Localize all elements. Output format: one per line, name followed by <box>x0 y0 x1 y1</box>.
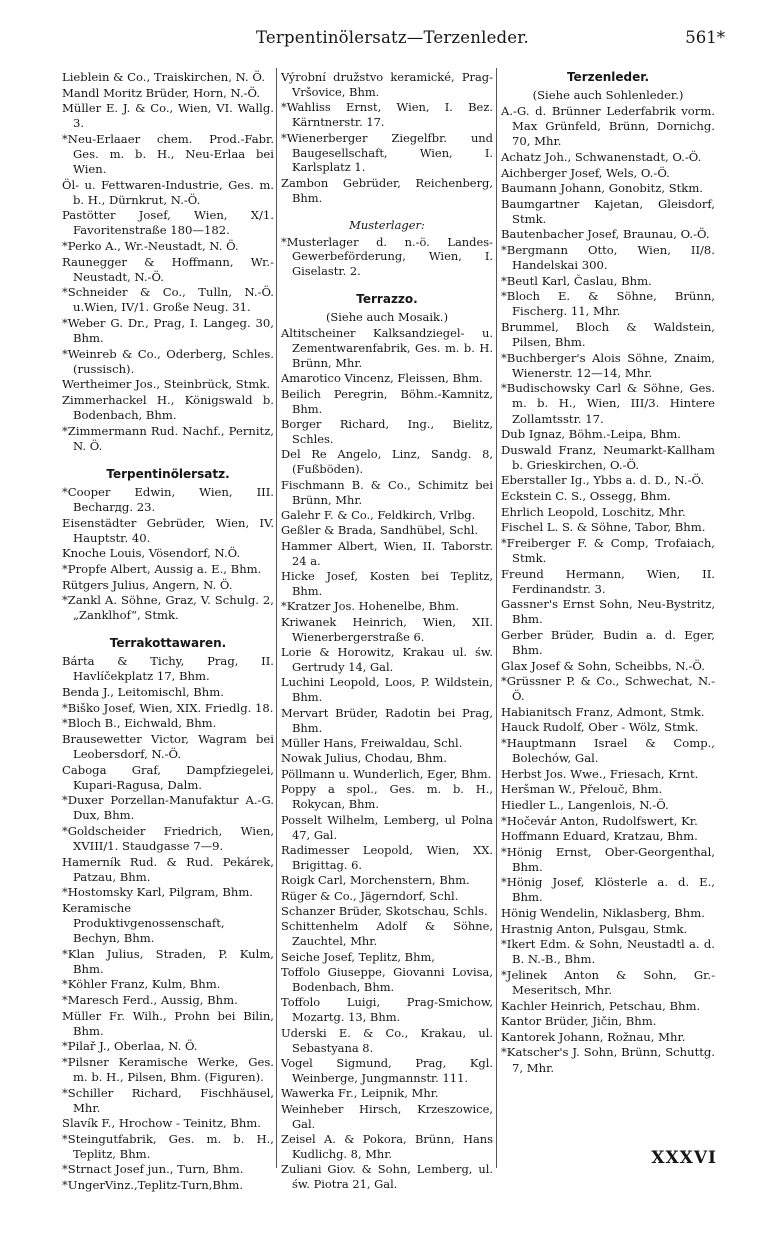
directory-entry: Wertheimer Jos., Steinbrück, Stmk. <box>62 377 271 392</box>
directory-entry: Rüger & Co., Jägerndorf, Schl. <box>281 888 459 903</box>
directory-entry: Brummel, Bloch & Waldstein, Pilsen, Bhm. <box>501 320 715 350</box>
column-divider <box>276 68 277 1168</box>
directory-entry: Bautenbacher Josef, Braunau, O.-Ö. <box>501 227 710 242</box>
directory-entry: *Schiller Richard, Fischhäusel, Mhr. <box>62 1085 274 1115</box>
directory-entry: *Ikert Edm. & Sohn, Neustadtl a. d. B. N.-B., Bhm. <box>501 937 715 967</box>
section-heading: Terzenleder. <box>566 70 650 84</box>
directory-entry: Del Re Angelo, Linz, Sandg. 8, (Fußböden). <box>281 447 493 477</box>
directory-entry: *Propfe Albert, Aussig a. E., Bhm. <box>62 561 262 576</box>
directory-entry: Rütgers Julius, Angern, N. Ö. <box>62 577 233 592</box>
directory-entry: Mandl Moritz Brüder, Horn, N.-Ö. <box>62 85 261 100</box>
directory-entry: Brausewetter Victor, Wagram bei Leobersdorf, N.-Ö. <box>62 731 274 761</box>
directory-entry: Eisenstädter Gebrüder, Wien, IV. Hauptstr. 40. <box>62 515 274 545</box>
directory-entry: Hiedler L., Langenlois, N.-Ö. <box>501 797 669 812</box>
directory-entry: Kachler Heinrich, Petschau, Bhm. <box>501 998 701 1013</box>
directory-entry: *Pilař J., Oberlaa, N. Ö. <box>62 1039 198 1054</box>
directory-entry: Fischmann B. & Co., Schimitz bei Brünn, Mhr. <box>281 477 493 507</box>
directory-entry: Hicke Josef, Kosten bei Teplitz, Bhm. <box>281 569 493 598</box>
directory-entry: Eckstein C. S., Ossegg, Bhm. <box>501 489 671 504</box>
directory-entry: Zeisel A. & Pokora, Brünn, Hans Kudlichg. 8, Mhr. <box>281 1132 493 1162</box>
directory-entry: Wawerka Fr., Leipnik, Mhr. <box>281 1086 439 1101</box>
directory-entry: Gassner's Ernst Sohn, Neu-Bystritz, Bhm. <box>501 597 715 627</box>
directory-entry: Baumann Johann, Gonobitz, Stkm. <box>501 181 703 196</box>
directory-entry: *Kratzer Jos. Hohenelbe, Bhm. <box>281 599 460 614</box>
directory-entry: Beilich Peregrin, Böhm.-Kamnitz, Bhm. <box>281 386 493 416</box>
directory-entry: Hrastnig Anton, Pulsgau, Stmk. <box>501 921 688 936</box>
directory-entry: Luchini Leopold, Loos, P. Wildstein, Bhm. <box>281 675 493 705</box>
section-heading: Terrazzo. <box>356 292 418 307</box>
directory-entry: Fischel L. S. & Söhne, Tabor, Bhm. <box>501 520 706 535</box>
directory-entry: Keramische Produktivgenossenschaft, Bechyn, Bhm. <box>62 900 225 946</box>
directory-entry: Herbst Jos. Wwe., Friesach, Krnt. <box>501 766 699 781</box>
directory-entry: Lieblein & Co., Traiskirchen, N. Ö. <box>62 70 265 84</box>
page-header <box>60 28 725 52</box>
directory-entry: Pastötter Josef, Wien, X/1. Favoritenstraße 180—182. <box>62 208 274 238</box>
directory-entry: Gerber Brüder, Budin a. d. Eger, Bhm. <box>501 627 715 657</box>
directory-entry: Bárta & Tichy, Prag, II. Havlíčekplatz 17, Bhm. <box>62 654 274 684</box>
directory-entry: Hoffmann Eduard, Kratzau, Bhm. <box>501 829 698 844</box>
directory-entry: Roigk Carl, Morchenstern, Bhm. <box>281 873 470 888</box>
directory-entry: *Pilsner Keramische Werke, Ges. m. b. H., Pilsen, Bhm. (Figuren). <box>62 1054 274 1084</box>
column-left <box>62 70 274 1194</box>
directory-entry: Vogel Sigmund, Prag, Kgl. Weinberge, Jungmannstr. 111. <box>281 1056 493 1085</box>
directory-entry: Posselt Wilhelm, Lemberg, ul Polna 47, Gal. <box>281 812 493 842</box>
directory-entry: *Biško Josef, Wien, XIX. Friedlg. 18. <box>62 700 274 715</box>
directory-entry: *Musterlager d. n.-ö. Landes-Gewerbeförderung, Wien, I. Giselastr. 2. <box>281 234 493 279</box>
see-also-note: (Siehe auch Sohlenleder.) <box>532 88 684 103</box>
directory-entry: Weinheber Hirsch, Krzeszowice, Gal. <box>281 1101 493 1131</box>
directory-entry: A.-G. d. Brünner Lederfabrik vorm. Max Grünfeld, Brünn, Dornichg. 70, Mhr. <box>501 104 715 149</box>
directory-entry: Hamerník Rud. & Rud. Pekárek, Patzau, Bhm. <box>62 854 274 884</box>
sheet-signature: XXXVI <box>651 1148 717 1168</box>
running-title: Terpentinölersatz—Terzenleder. <box>255 28 529 47</box>
directory-entry: Heršman W., Přelouč, Bhm. <box>501 782 663 797</box>
directory-entry: Aichberger Josef, Wels, O.-Ö. <box>501 165 670 180</box>
directory-entry: *Katscher's J. Sohn, Brünn, Schuttg. 7, Mhr. <box>501 1045 715 1075</box>
directory-entry: *Zimmermann Rud. Nachf., Pernitz, N. Ö. <box>62 423 274 453</box>
directory-entry: *Beutl Karl, Časlau, Bhm. <box>501 273 652 288</box>
directory-entry: *UngerVinz.,Teplitz-Turn,Bhm. <box>62 1178 244 1193</box>
column-right <box>501 70 715 1076</box>
directory-entry: *Budischowsky Carl & Söhne, Ges. m. b. H., Wien, III/3. Hintere Zollamtsstr. 17. <box>501 381 715 426</box>
directory-entry: *Wienerberger Ziegelfbr. und Baugesellschaft, Wien, I. Karlsplatz 1. <box>281 130 493 175</box>
directory-entry: *Schneider & Co., Tulln, N.-Ö. u.Wien, IV/1. Große Neug. 31. <box>62 285 274 315</box>
directory-entry: Öl- u. Fettwaren-Industrie, Ges. m. b. H., Dürnkrut, N.-Ö. <box>62 177 274 207</box>
directory-entry: *Hönig Ernst, Ober-Georgenthal, Bhm. <box>501 844 715 874</box>
directory-entry: *Steingutfabrik, Ges. m. b. H., Teplitz, Bhm. <box>62 1131 274 1161</box>
directory-entry: Benda J., Leitomischl, Bhm. <box>62 685 224 700</box>
directory-entry: *Bloch E. & Söhne, Brünn, Fischerg. 11, Mhr. <box>501 289 715 319</box>
column-middle <box>281 70 493 1193</box>
directory-entry: Kantor Brüder, Jičin, Bhm. <box>501 1014 657 1029</box>
directory-entry: *Buchberger's Alois Söhne, Znaim, Wienerstr. 12—14, Mhr. <box>501 350 715 380</box>
directory-entry: Pöllmann u. Wunderlich, Eger, Bhm. <box>281 766 492 781</box>
directory-entry: *Strnact Josef jun., Turn, Bhm. <box>62 1162 244 1177</box>
directory-entry: Borger Richard, Ing., Bielitz, Schles. <box>281 417 493 446</box>
directory-entry: Duswald Franz, Neumarkt-Kallham b. Grieskirchen, O.-Ö. <box>501 442 715 472</box>
directory-entry: *Weinreb & Co., Oderberg, Schles. (russisch). <box>62 346 274 376</box>
directory-entry: *Hönig Josef, Klösterle a. d. E., Bhm. <box>501 875 715 905</box>
directory-entry: Müller Fr. Wilh., Prohn bei Bilin, Bhm. <box>62 1008 274 1038</box>
directory-entry: Mervart Brüder, Radotin bei Prag, Bhm. <box>281 705 493 735</box>
directory-entry: *Klan Julius, Straden, P. Kulm, Bhm. <box>62 946 274 976</box>
directory-entry: Kantorek Johann, Rožnau, Mhr. <box>501 1029 686 1044</box>
directory-entry: Toffolo Giuseppe, Giovanni Lovisa, Bodenbach, Bhm. <box>281 965 493 995</box>
directory-entry: Slavík F., Hrochow - Teinitz, Bhm. <box>62 1116 261 1131</box>
directory-entry: Schanzer Brüder, Skotschau, Schls. <box>281 904 488 919</box>
directory-entry: Müller Hans, Freiwaldau, Schl. <box>281 736 463 751</box>
directory-entry: Zimmerhackel H., Königswald b. Bodenbach, Bhm. <box>62 392 274 423</box>
directory-entry: Freund Hermann, Wien, II. Ferdinandstr. 3. <box>501 566 715 596</box>
directory-entry: Galehr F. & Co., Feldkirch, Vrlbg. <box>281 507 476 522</box>
directory-entry: Caboga Graf, Dampfziegelei, Kupari-Ragusa, Dalm. <box>62 762 274 792</box>
directory-entry: Müller E. J. & Co., Wien, VI. Wallg. 3. <box>62 101 274 131</box>
directory-entry: Poppy a spol., Ges. m. b. H., Rokycan, Bhm. <box>281 782 493 812</box>
directory-entry: *Wahliss Ernst, Wien, I. Bez. Kärntnerstr. 17. <box>281 100 493 130</box>
directory-entry: *Cooper Edwin, Wien, III. Becharдg. 23. <box>62 484 274 515</box>
directory-entry: Dub Ignaz, Böhm.-Leipa, Bhm. <box>501 427 681 442</box>
directory-entry: Baumgartner Kajetan, Gleisdorf, Stmk. <box>501 196 715 226</box>
directory-entry: Knoche Louis, Vösendorf, N.Ö. <box>62 546 241 561</box>
directory-entry: Raunegger & Hoffmann, Wr.-Neustadt, N.-Ö. <box>62 254 274 284</box>
directory-entry: *Perko A., Wr.-Neustadt, N. Ö. <box>62 239 239 254</box>
directory-entry: *Weber G. Dr., Prag, I. Langeg. 30, Bhm. <box>62 316 274 346</box>
directory-entry: Ehrlich Leopold, Loschitz, Mhr. <box>501 504 686 519</box>
directory-entry: *Bergmann Otto, Wien, II/8. Handelskai 300. <box>501 243 715 273</box>
directory-entry: *Neu-Erlaaer chem. Prod.-Fabr. Ges. m. b. H., Neu-Erlaa bei Wien. <box>62 131 274 177</box>
directory-entry: *Hočevár Anton, Rudolfswert, Kr. <box>501 813 698 828</box>
directory-entry: *Jelinek Anton & Sohn, Gr.-Meseritsch, Mhr. <box>501 967 715 998</box>
directory-entry: Geßler & Brada, Sandhübel, Schl. <box>281 523 478 538</box>
directory-entry: *Duxer Porzellan-Manufaktur A.-G. Dux, Bhm. <box>62 793 274 823</box>
subsection-label: Musterlager: <box>349 217 425 232</box>
directory-entry: Altitscheiner Kalksandziegel- u. Zementwarenfabrik, Ges. m. b. H. Brünn, Mhr. <box>281 326 493 370</box>
directory-entry: Uderski E. & Co., Krakau, ul. Sebastyana 8. <box>281 1025 493 1055</box>
directory-entry: Výrobní družstvo keramické, Prag-Vršovice, Bhm. <box>281 70 493 99</box>
directory-entry: Hammer Albert, Wien, II. Taborstr. 24 a. <box>281 538 493 568</box>
directory-entry: Kriwanek Heinrich, Wien, XII. Wienerbergerstraße 6. <box>281 614 493 644</box>
directory-entry: Hauck Rudolf, Ober - Wölz, Stmk. <box>501 720 699 735</box>
directory-entry: Habianitsch Franz, Admont, Stmk. <box>501 704 705 719</box>
directory-entry: Zambon Gebrüder, Reichenberg, Bhm. <box>281 175 493 205</box>
directory-entry: *Bloch B., Eichwald, Bhm. <box>62 716 217 731</box>
page-number: 561* <box>685 28 725 47</box>
directory-entry: Hönig Wendelin, Niklasberg, Bhm. <box>501 906 705 921</box>
directory-entry: *Goldscheider Friedrich, Wien, XVIII/1. Staudgasse 7—9. <box>62 823 274 853</box>
column-divider <box>496 68 497 1168</box>
section-heading: Terrakottawaren. <box>109 636 227 651</box>
directory-entry: *Hostomsky Karl, Pilgram, Bhm. <box>62 885 253 900</box>
directory-entry: *Zankl A. Söhne, Graz, V. Schulg. 2, „Zanklhof“, Stmk. <box>62 593 274 623</box>
directory-entry: Glax Josef & Sohn, Scheibbs, N.-Ö. <box>501 658 705 673</box>
directory-entry: Lorie & Horowitz, Krakau ul. św. Gertrudy 14, Gal. <box>281 645 493 675</box>
directory-entry: *Maresch Ferd., Aussig, Bhm. <box>62 992 238 1007</box>
section-heading: Terpentinölersatz. <box>106 466 230 481</box>
directory-entry: Radimesser Leopold, Wien, XX. Brigittag. 6. <box>281 842 493 872</box>
directory-entry: Seiche Josef, Teplitz, Bhm, <box>281 949 435 964</box>
directory-entry: Zuliani Giov. & Sohn, Lemberg, ul. św. Piotra 21, Gal. <box>281 1162 493 1192</box>
directory-entry: Nowak Julius, Chodau, Bhm. <box>281 751 447 766</box>
directory-entry: Eberstaller Ig., Ybbs a. d. D., N.-Ö. <box>501 473 705 488</box>
directory-entry: *Hauptmann Israel & Comp., Bolechów, Gal. <box>501 736 715 766</box>
directory-entry: *Freiberger F. & Comp, Trofaiach, Stmk. <box>501 535 715 565</box>
directory-entry: Schittenhelm Adolf & Söhne, Zauchtel, Mhr. <box>281 919 493 949</box>
directory-entry: Achatz Joh., Schwanenstadt, O.-Ö. <box>501 149 702 164</box>
directory-entry: Amarotico Vincenz, Fleissen, Bhm. <box>281 371 483 386</box>
directory-entry: Toffolo Luigi, Prag-Smichow, Mozartg. 13, Bhm. <box>281 995 493 1025</box>
directory-entry: *Köhler Franz, Kulm, Bhm. <box>62 977 221 992</box>
see-also-note: (Siehe auch Mosaik.) <box>325 310 449 325</box>
directory-entry: *Grüssner P. & Co., Schwechat, N.-Ö. <box>501 674 715 704</box>
